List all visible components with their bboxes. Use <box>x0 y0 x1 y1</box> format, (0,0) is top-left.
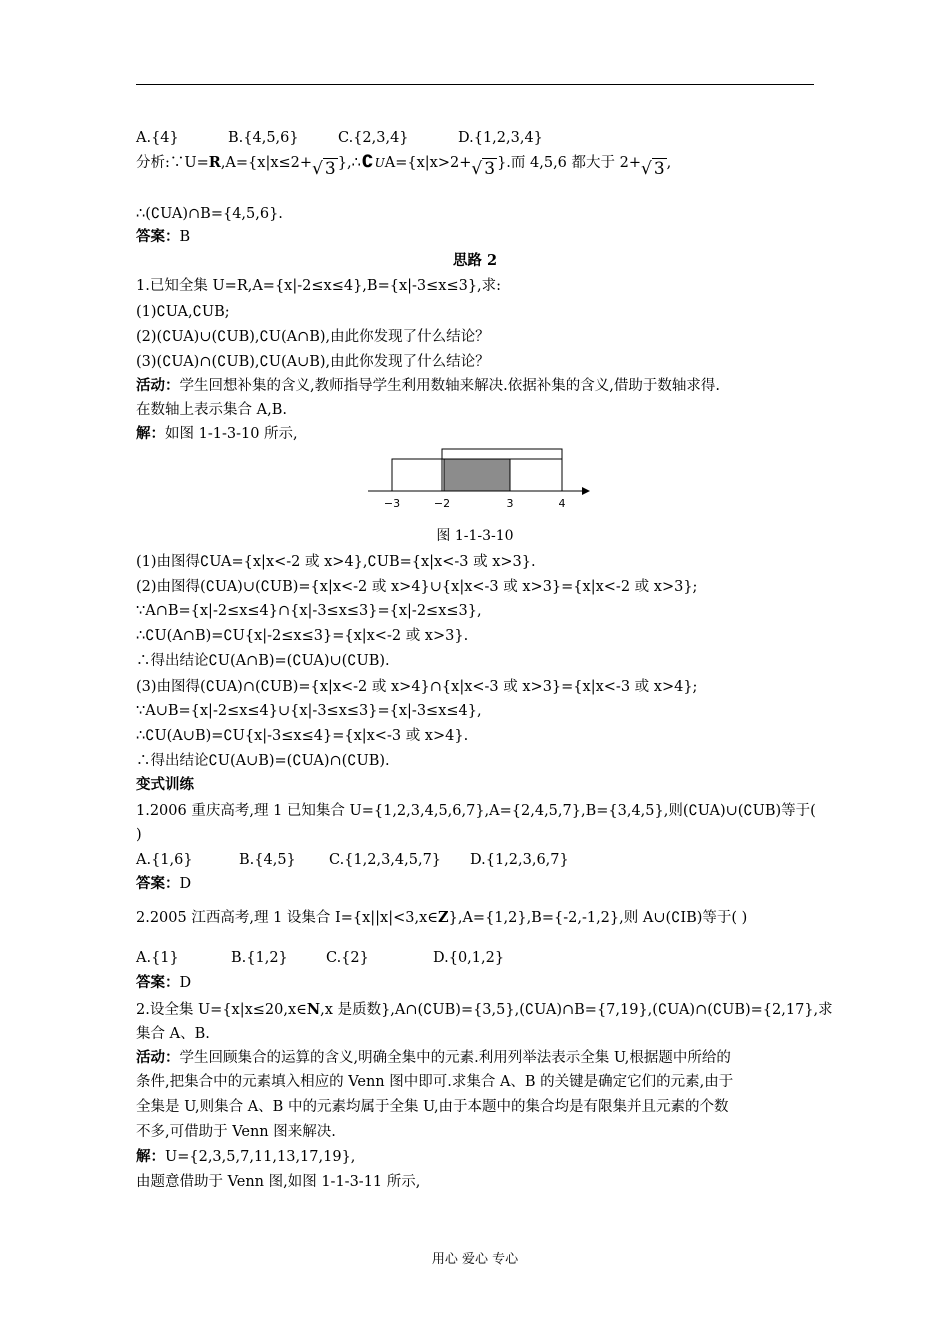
sqrt-symbol: √ 3 <box>641 159 665 179</box>
set-n: N <box>306 1001 321 1018</box>
tick-label-3: 3 <box>506 497 514 510</box>
training-2-options <box>136 948 814 968</box>
option-b: B.{1,2} <box>231 950 288 966</box>
activity-text: 学生回顾集合的运算的含义,明确全集中的元素.利用列举法表示全集 U,根据题中所给的 <box>179 1050 731 1066</box>
tick-label-4: 4 <box>558 497 566 510</box>
result-3: ∵A∩B={x|-2≤x≤4}∩{x|-3≤x≤3}={x|-2≤x≤3}, <box>136 603 482 619</box>
question-1-part-3: (3)(∁UA)∩(∁UB),∁U(A∪B),由此你发现了什么结论？ <box>136 354 490 370</box>
activity-text: 学生回想补集的含义,教师指导学生利用数轴来解决.依据补集的含义,借助于数轴求得. <box>179 378 720 394</box>
training-2 <box>136 908 814 928</box>
analysis-text: , <box>666 155 672 171</box>
answer-label: 答案： <box>136 974 180 991</box>
training-1-answer <box>136 874 814 894</box>
option-c: C.{2} <box>326 950 369 966</box>
option-c: C.{2,3,4} <box>338 130 409 146</box>
activity-2-line-4: 不多,可借助于 Venn 图来解决. <box>136 1124 336 1140</box>
analysis-text: },∴ <box>337 155 361 171</box>
page-footer: 用心 爱心 专心 <box>431 1252 519 1267</box>
sqrt-value: 3 <box>324 159 336 179</box>
answer-value: B <box>179 229 191 245</box>
training-1: 1.2006 重庆高考,理 1 已知集合 U={1,2,3,4,5,6,7},A={2,4,5,7},B={3,4,5},则(∁UA)∪(∁UB)等于( <box>136 803 816 819</box>
header-rule <box>136 84 814 85</box>
result-1: (1)由图得∁UA={x|x<-2 或 x>4},∁UB={x|x<-3 或 x>3}. <box>136 554 536 570</box>
conclusion-line: ∴(∁UA)∩B={4,5,6}. <box>136 206 283 222</box>
solution-2-line-2: 由题意借助于 Venn 图,如图 1-1-3-11 所示, <box>136 1174 421 1190</box>
question-2-text: 2.设全集 U={x|x≤20,x∈ <box>136 1002 307 1018</box>
training-heading: 变式训练 <box>136 776 194 793</box>
activity-2-line-3: 全集是 U,则集合 A、B 中的元素均属于全集 U,由于本题中的集合均是有限集并且元素的个数 <box>136 1099 729 1115</box>
question-1: 1.已知全集 U=R,A={x|-2≤x≤4},B={x|-3≤x≤3},求: <box>136 278 502 294</box>
answer-value: D <box>179 975 192 991</box>
analysis-text: 分析:∵U= <box>136 155 209 171</box>
question-2-text: ,x 是质数},A∩(∁UB)={3,5},(∁UA)∩B={7,19},(∁UA)∩(∁UB)={2,17},求 <box>320 1002 833 1018</box>
option-a: A.{4} <box>136 130 179 146</box>
option-d: D.{0,1,2} <box>433 950 505 966</box>
set-z: Z <box>438 909 449 926</box>
question-2-cont: 集合 A、B. <box>136 1026 210 1042</box>
options-row <box>136 128 814 148</box>
result-8: ∴∁U(A∪B)=∁U{x|-3≤x≤4}={x|x<-3 或 x>4}. <box>136 728 469 744</box>
training-2-text: },A={1,2},B={-2,-1,2},则 A∪(∁IB)等于( ) <box>448 910 748 926</box>
subscript-u: U <box>374 156 385 170</box>
activity-label: 活动： <box>136 377 180 394</box>
solution-text: U={2,3,5,7,11,13,17,19}, <box>165 1149 356 1165</box>
answer-line <box>136 227 814 247</box>
section-heading: 思路 2 <box>452 252 498 269</box>
activity-2-line-2: 条件,把集合中的元素填入相应的 Venn 图中即可.求集合 A、B 的关键是确定它们的元素,由于 <box>136 1074 734 1090</box>
tick-label-neg2: −2 <box>433 497 451 510</box>
solution-2 <box>136 1147 814 1167</box>
axis-arrow-icon <box>582 487 590 495</box>
activity-2 <box>136 1048 814 1068</box>
activity-1-cont: 在数轴上表示集合 A,B. <box>136 402 287 418</box>
sqrt-value: 3 <box>484 159 496 179</box>
result-4: ∴∁U(A∩B)=∁U{x|-2≤x≤3}={x|x<-2 或 x>3}. <box>136 628 469 644</box>
activity-1 <box>136 376 814 396</box>
answer-value: D <box>179 876 192 892</box>
question-2 <box>136 1000 833 1020</box>
training-2-text: 2.2005 江西高考,理 1 设集合 I={x||x|<3,x∈ <box>136 910 439 926</box>
analysis-line <box>136 152 814 179</box>
answer-label: 答案： <box>136 228 180 245</box>
option-b: B.{4,5} <box>239 852 296 868</box>
sqrt-symbol: √ 3 <box>471 159 496 179</box>
training-1-cont: ) <box>136 827 142 843</box>
training-2-answer <box>136 973 814 993</box>
complement-icon: ∁ <box>361 152 374 172</box>
analysis-text: ,A={x|x≤2+ <box>220 155 313 171</box>
option-c: C.{1,2,3,4,5,7} <box>329 852 442 868</box>
result-6: (3)由图得(∁UA)∩(∁UB)={x|x<-2 或 x>4}∩{x|x<-3 或 x>3}={x|x<-3 或 x>4}; <box>136 679 698 695</box>
result-7: ∵A∪B={x|-2≤x≤4}∪{x|-3≤x≤3}={x|-3≤x≤4}, <box>136 703 482 719</box>
set-r: R <box>208 154 221 171</box>
intersection-box <box>444 459 510 491</box>
activity-label: 活动： <box>136 1049 180 1066</box>
solution-1 <box>136 424 814 444</box>
figure-caption: 图 1-1-3-10 <box>436 528 514 544</box>
solution-text: 如图 1-1-3-10 所示, <box>165 426 298 442</box>
analysis-text: A={x|x>2+ <box>384 155 472 171</box>
option-a: A.{1,6} <box>136 852 193 868</box>
solution-label: 解： <box>136 425 165 442</box>
option-b: B.{4,5,6} <box>228 130 299 146</box>
sqrt-value: 3 <box>653 159 665 179</box>
question-1-part-1: (1)∁UA,∁UB; <box>136 304 230 320</box>
option-d: D.{1,2,3,6,7} <box>470 852 569 868</box>
option-d: D.{1,2,3,4} <box>458 130 543 146</box>
option-a: A.{1} <box>136 950 179 966</box>
result-2: (2)由图得(∁UA)∪(∁UB)={x|x<-2 或 x>4}∪{x|x<-3 或 x>3}={x|x<-2 或 x>3}; <box>136 579 698 595</box>
question-1-part-2: (2)(∁UA)∪(∁UB),∁U(A∩B),由此你发现了什么结论？ <box>136 329 490 345</box>
tick-label-neg3: −3 <box>383 497 401 510</box>
number-line-figure <box>360 444 600 516</box>
result-5: ∴得出结论∁U(A∩B)=(∁UA)∪(∁UB). <box>136 653 390 669</box>
analysis-text: }.而 4,5,6 都大于 2+ <box>497 155 641 171</box>
solution-label: 解： <box>136 1148 165 1165</box>
result-9: ∴得出结论∁U(A∪B)=(∁UA)∩(∁UB). <box>136 753 390 769</box>
answer-label: 答案： <box>136 875 180 892</box>
sqrt-symbol: √ 3 <box>312 159 336 179</box>
training-1-options <box>136 850 814 870</box>
